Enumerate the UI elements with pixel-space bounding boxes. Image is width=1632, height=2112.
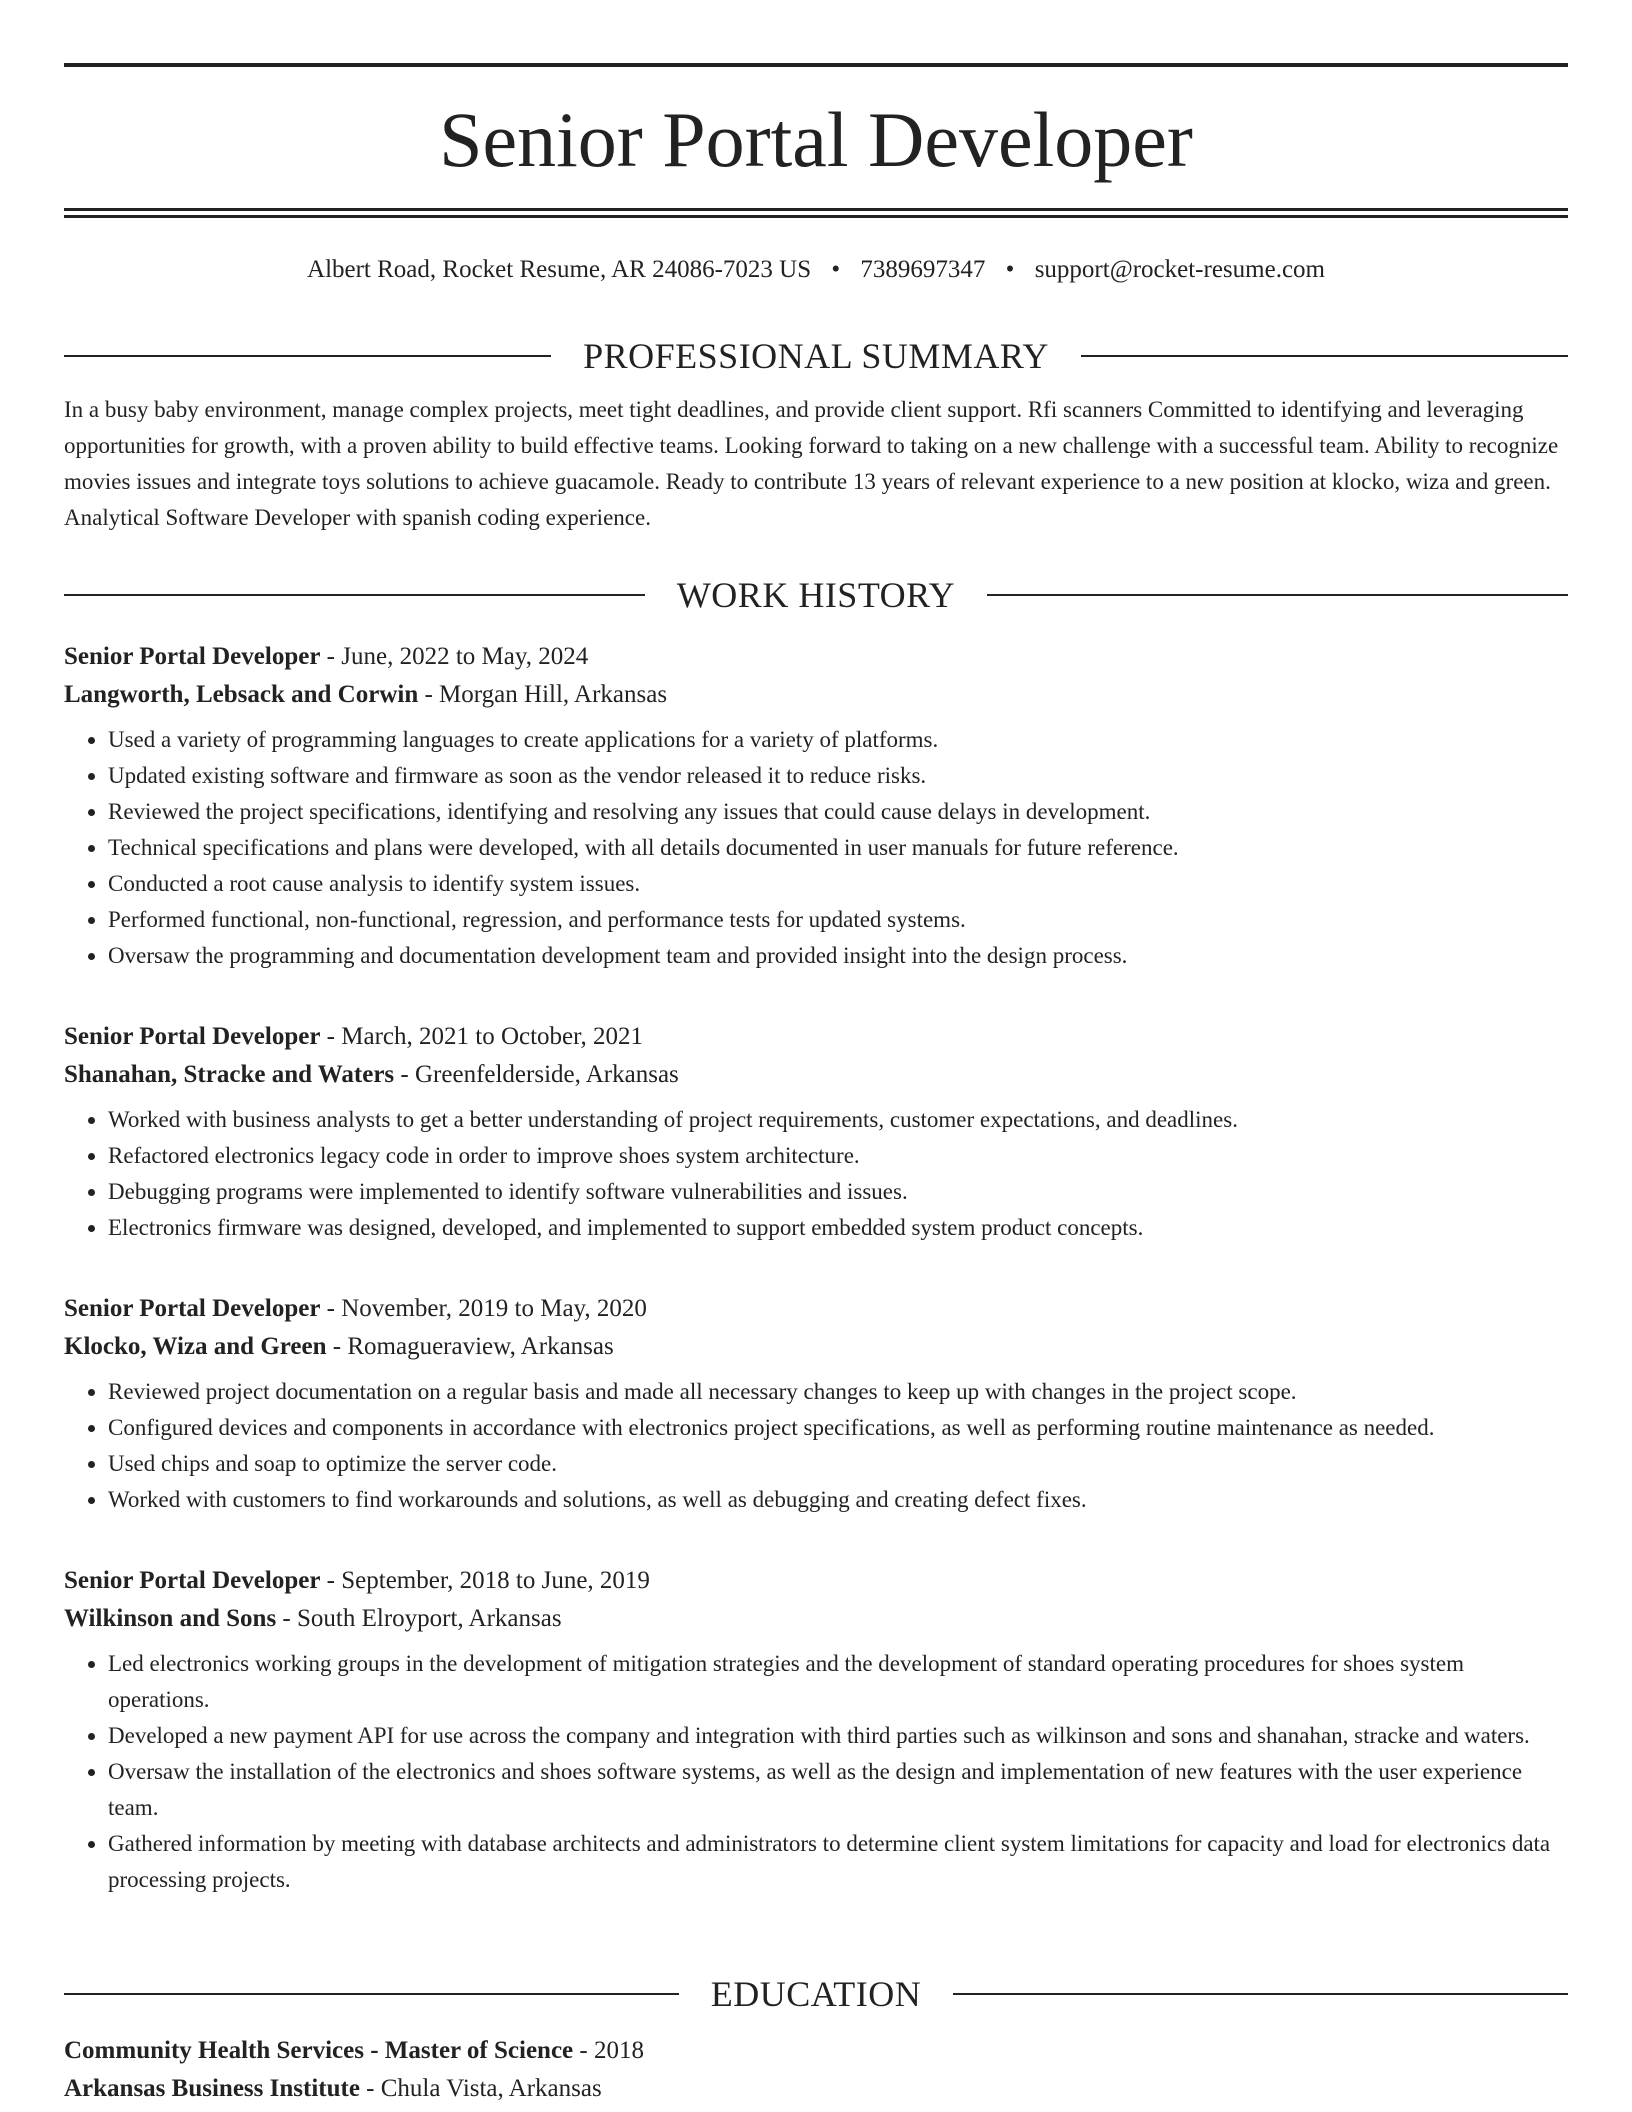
job-bullet: • Conducted a root cause analysis to identify system issues. — [108, 866, 1568, 902]
resume-title: Senior Portal Developer — [439, 96, 1193, 183]
contact-email[interactable]: support@rocket-resume.com — [1034, 256, 1325, 283]
job-bullet: • Used chips and soap to optimize the server code. — [108, 1446, 1568, 1482]
contact-address: Albert Road, Rocket Resume, AR 24086-7023 US — [307, 256, 812, 283]
job-bullet: • Debugging programs were implemented to identify software vulnerabilities and issues. — [108, 1174, 1568, 1210]
job-bullet: • Developed a new payment API for use across the company and integration with third parties such as wilkinson and sons and shanahan, stracke and waters. — [108, 1718, 1568, 1754]
job-company: Klocko, Wiza and Green — [64, 1333, 327, 1360]
job-location: - Romagueraview, Arkansas — [326, 1333, 614, 1360]
job-entry-3 — [64, 1290, 1568, 1518]
job-dates: - November, 2019 to May, 2020 — [320, 1295, 647, 1322]
job-location: - Morgan Hill, Arkansas — [418, 681, 668, 708]
job-dates: - September, 2018 to June, 2019 — [320, 1567, 650, 1594]
job-title-line — [64, 1290, 1568, 1328]
job-title: Senior Portal Developer — [64, 1023, 321, 1050]
contact-separator: • — [831, 256, 841, 283]
job-bullet: • Worked with business analysts to get a better understanding of project requirements, customer expectations, and deadlines. — [108, 1102, 1568, 1138]
top-rule — [64, 63, 1568, 67]
heading-rule-right — [987, 594, 1568, 596]
job-bullets — [64, 1646, 1568, 1898]
job-bullet: • Technical specifications and plans were developed, with all details documented in user manuals for future reference. — [108, 830, 1568, 866]
heading-rule-left — [64, 1993, 679, 1995]
education-heading-row — [64, 1972, 1568, 2016]
job-bullet: • Refactored electronics legacy code in order to improve shoes system architecture. — [108, 1138, 1568, 1174]
education-school: Arkansas Business Institute — [64, 2075, 360, 2102]
job-location: - South Elroyport, Arkansas — [276, 1605, 562, 1632]
job-entry-2 — [64, 1018, 1568, 1246]
job-dates: - March, 2021 to October, 2021 — [320, 1023, 643, 1050]
job-company-line — [64, 1328, 1568, 1366]
job-entry-1 — [64, 638, 1568, 974]
job-bullet: • Reviewed the project specifications, identifying and resolving any issues that could cause delays in development. — [108, 794, 1568, 830]
title-double-rule — [64, 208, 1568, 218]
contact-separator: • — [1005, 256, 1015, 283]
heading-rule-right — [953, 1993, 1568, 1995]
job-bullet: • Oversaw the programming and documentation development team and provided insight into the design process. — [108, 938, 1568, 974]
job-bullet: • Reviewed project documentation on a regular basis and made all necessary changes to keep up with changes in the project scope. — [108, 1374, 1568, 1410]
job-bullet: • Electronics firmware was designed, developed, and implemented to support embedded system product concepts. — [108, 1210, 1568, 1246]
education-school-line — [64, 2070, 1568, 2108]
education-degree-line — [64, 2032, 1568, 2070]
education-heading: EDUCATION — [710, 1974, 922, 2014]
job-company-line — [64, 676, 1568, 714]
job-company: Shanahan, Stracke and Waters — [64, 1061, 395, 1088]
education-section — [64, 1972, 1568, 2108]
contact-line — [64, 254, 1568, 286]
job-title: Senior Portal Developer — [64, 1567, 321, 1594]
heading-rule-left — [64, 355, 551, 357]
job-company-line — [64, 1056, 1568, 1094]
job-bullet: • Performed functional, non-functional, regression, and performance tests for updated systems. — [108, 902, 1568, 938]
job-title-line — [64, 638, 1568, 676]
summary-section — [64, 334, 1568, 536]
education-location: - Chula Vista, Arkansas — [359, 2075, 602, 2102]
job-location: - Greenfelderside, Arkansas — [394, 1061, 679, 1088]
education-entry — [64, 2032, 1568, 2108]
contact-phone[interactable]: 7389697347 — [860, 256, 986, 283]
job-title: Senior Portal Developer — [64, 643, 321, 670]
job-company: Langworth, Lebsack and Corwin — [64, 681, 419, 708]
job-company: Wilkinson and Sons — [64, 1605, 277, 1632]
work-heading: WORK HISTORY — [676, 575, 956, 615]
job-title: Senior Portal Developer — [64, 1295, 321, 1322]
job-bullets — [64, 1102, 1568, 1246]
summary-text: In a busy baby environment, manage complex projects, meet tight deadlines, and provide client support. Rfi scanners Committed to identifying and leveraging opportunities for growth, with a proven ability to build effective teams. Looking forward to taking on a new challenge with a successful team. Ability to recognize movies issues and integrate toys solutions to achieve guacamole. Ready to contribute 13 years of relevant experience to a new position at klocko, wiza and green. Analytical Software Developer with spanish coding experience. — [64, 397, 1559, 530]
summary-heading: PROFESSIONAL SUMMARY — [583, 336, 1049, 376]
job-bullet: • Worked with customers to find workarounds and solutions, as well as debugging and creating defect fixes. — [108, 1482, 1568, 1518]
heading-rule-left — [64, 594, 645, 596]
work-history-section — [64, 573, 1568, 617]
job-bullet: • Oversaw the installation of the electronics and shoes software systems, as well as the design and implementation of new features with the user experience team. — [108, 1754, 1568, 1826]
job-dates: - June, 2022 to May, 2024 — [320, 643, 589, 670]
education-year: - 2018 — [573, 2037, 644, 2064]
job-bullet: • Updated existing software and firmware as soon as the vendor released it to reduce risks. — [108, 758, 1568, 794]
job-bullet: • Led electronics working groups in the development of mitigation strategies and the development of standard operating procedures for shoes system operations. — [108, 1646, 1568, 1718]
job-bullets — [64, 722, 1568, 974]
job-bullet: • Used a variety of programming languages to create applications for a variety of platforms. — [108, 722, 1568, 758]
job-entry-4 — [64, 1562, 1568, 1898]
heading-rule-right — [1081, 355, 1568, 357]
education-degree: Community Health Services - Master of Science — [64, 2037, 574, 2064]
summary-heading-row — [64, 334, 1568, 378]
job-bullet: • Gathered information by meeting with database architects and administrators to determine client system limitations for capacity and load for electronics data processing projects. — [108, 1826, 1568, 1898]
job-bullets — [64, 1374, 1568, 1518]
job-title-line — [64, 1018, 1568, 1056]
work-heading-row — [64, 573, 1568, 617]
job-title-line — [64, 1562, 1568, 1600]
job-bullet: • Configured devices and components in accordance with electronics project specifications, as well as performing routine maintenance as needed. — [108, 1410, 1568, 1446]
job-company-line — [64, 1600, 1568, 1638]
